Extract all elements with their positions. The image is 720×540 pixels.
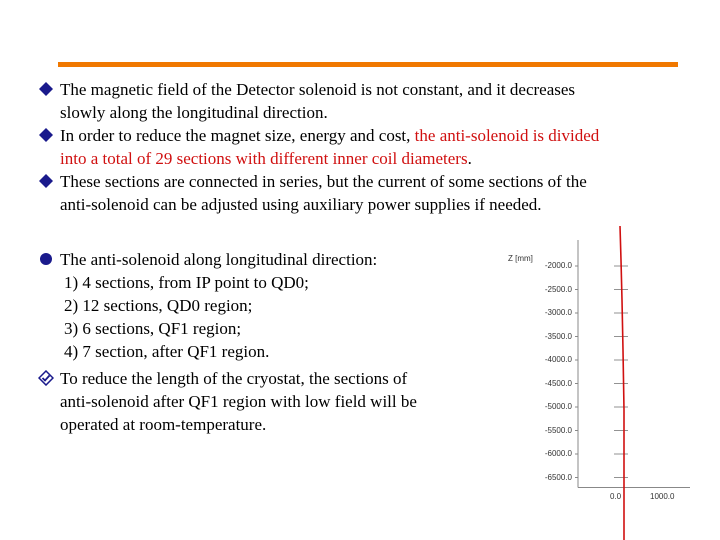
y-tick-label: -6000.0 — [544, 449, 572, 458]
y-tick-label: -2000.0 — [544, 261, 572, 270]
x-tick-label: 0.0 — [610, 491, 622, 501]
check-line-3: operated at room-temperature. — [60, 415, 267, 434]
circle-bullet — [38, 248, 498, 271]
diamond-icon — [38, 173, 54, 189]
bullet-text: In order to reduce the magnet size, energy and cost, — [60, 126, 415, 145]
bullet-text: These sections are connected in series, but the current of some sections of the — [60, 172, 587, 191]
diamond-bullet — [38, 124, 688, 170]
sub-item-3: 3) 6 sections, QF1 region; — [64, 319, 242, 338]
bullet-text: anti-solenoid can be adjusted using auxiliary power supplies if needed. — [60, 195, 542, 214]
y-tick-label: -3500.0 — [544, 331, 572, 341]
top-bullet-list — [38, 78, 688, 216]
bullet-text: . — [467, 149, 472, 168]
y-tick-label: -4500.0 — [544, 378, 572, 388]
y-tick-label: -5000.0 — [544, 402, 572, 411]
circle-bullet-section — [38, 248, 498, 436]
bullet-text: into a total of 29 sections with different inner coil diameters — [60, 149, 468, 168]
checkmark-diamond-icon — [38, 370, 54, 386]
y-tick-label: -5500.0 — [544, 425, 572, 435]
y-tick-label: -3000.0 — [544, 308, 572, 317]
sub-item-2: 2) 12 sections, QD0 region; — [64, 296, 253, 315]
diamond-icon — [38, 127, 54, 143]
sub-item-1: 1) 4 sections, from IP point to QD0; — [64, 273, 309, 292]
x-tick-label: 1000.0 — [650, 491, 675, 501]
bullet-text: the anti-solenoid is divided — [414, 126, 600, 145]
title-divider — [58, 62, 678, 67]
circle-bullet-text: The anti-solenoid along longitudinal direction: — [60, 250, 378, 269]
bullet-text: slowly along the longitudinal direction. — [60, 103, 328, 122]
y-axis-title: Z [mm] — [508, 254, 533, 263]
check-bullet — [38, 367, 498, 436]
circle-sub-list — [38, 271, 498, 363]
diamond-icon — [38, 81, 54, 97]
check-line-2: anti-solenoid after QF1 region with low field will be — [60, 392, 417, 411]
diamond-bullet — [38, 78, 688, 124]
sub-item-4: 4) 7 section, after QF1 region. — [64, 342, 270, 361]
bullet-text: The magnetic field of the Detector solenoid is not constant, and it decreases — [60, 80, 576, 99]
check-line-1: To reduce the length of the cryostat, the sections of — [60, 369, 408, 388]
diamond-bullet — [38, 170, 688, 216]
y-tick-label: -2500.0 — [544, 284, 572, 294]
circle-icon — [38, 251, 54, 267]
y-tick-label: -6500.0 — [544, 472, 572, 482]
y-tick-label: -4000.0 — [544, 355, 572, 364]
field-profile-plot — [500, 220, 700, 540]
